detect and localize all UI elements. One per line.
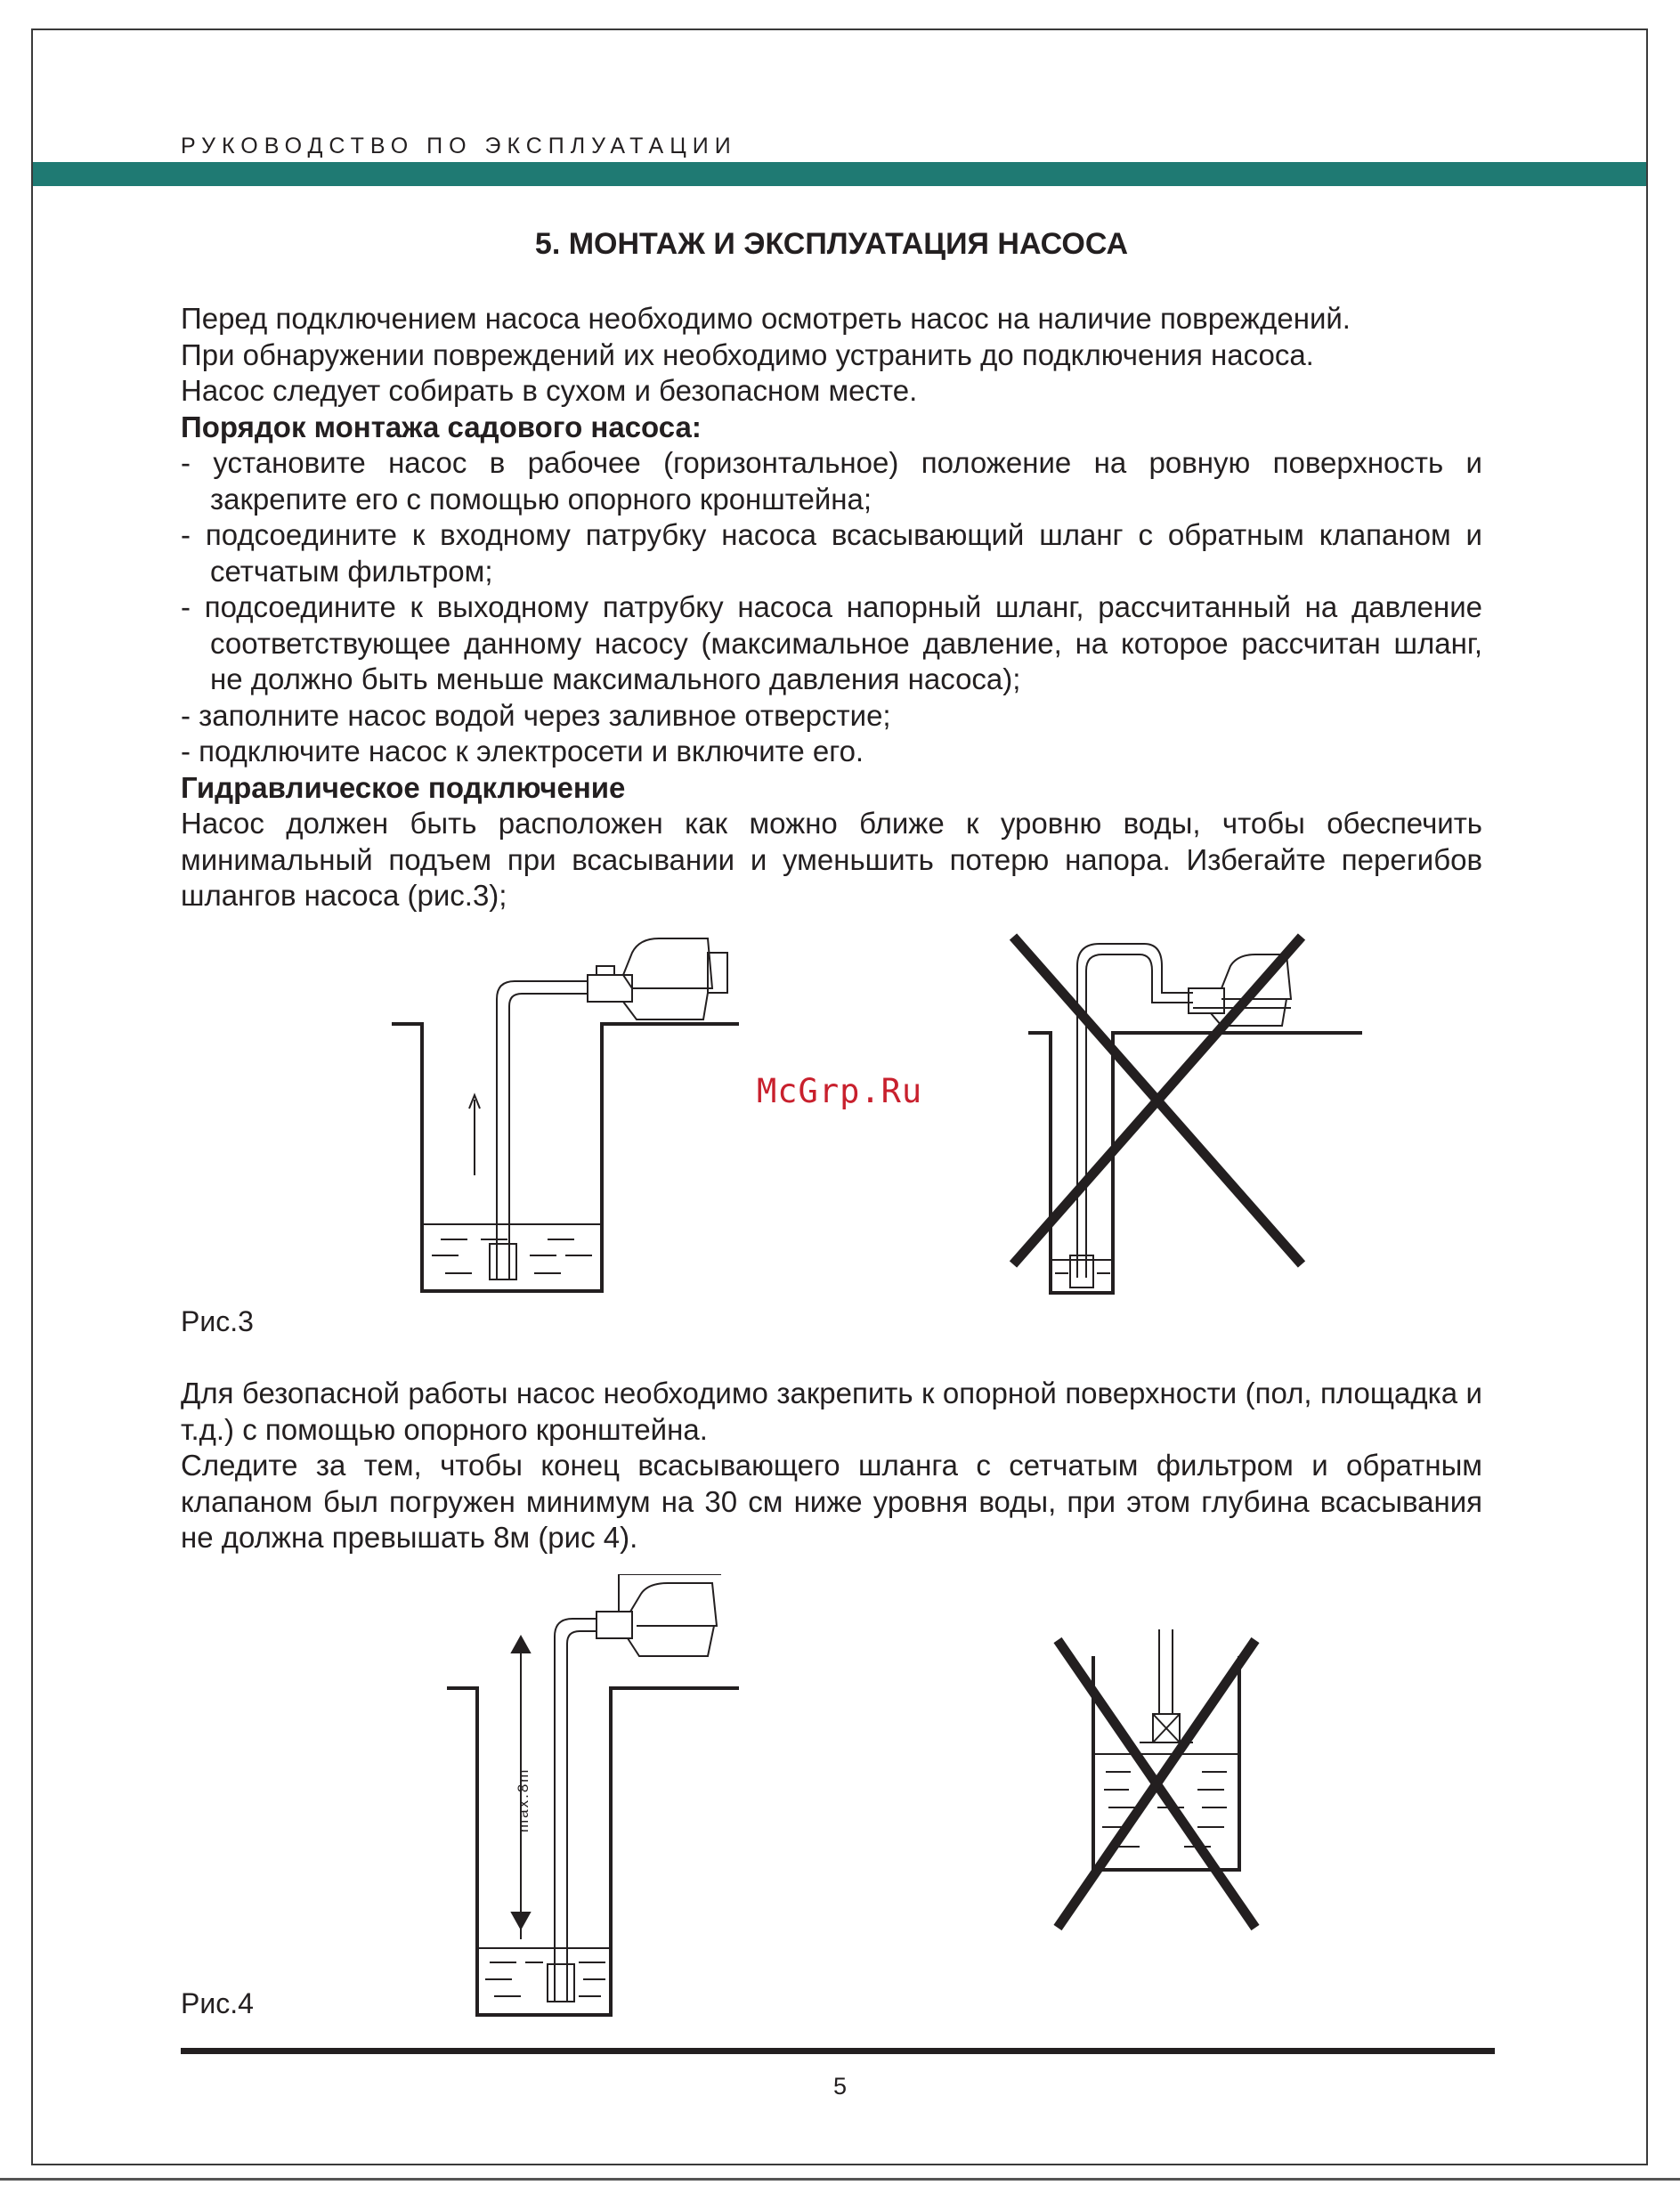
safety-text-1: Для безопасной работы насос необходимо закрепить к опорной поверхности (пол, площадка и т.д.) с помощью опорного кронштейна. — [181, 1377, 1482, 1446]
fig4-suction-depth — [436, 1574, 757, 2019]
assembly-step-5: - подключите насос к электросети и включите его. — [181, 735, 864, 768]
safety-text-2: Следите за тем, чтобы конец всасывающего шланга с сетчатым фильтром и обратным клапаном был погружен минимум на 30 см ниже уровня воды, при этом глубина всасывания не должна превышать 8м (рис 4). — [181, 1449, 1482, 1554]
intro-line-2: При обнаружении повреждений их необходимо устранить до подключения насоса. — [181, 337, 1314, 371]
assembly-heading: Порядок монтажа садового насоса: — [181, 410, 702, 443]
section-title: 5. МОНТАЖ И ЭКСПЛУАТАЦИЯ НАСОСА — [534, 227, 1129, 261]
header-band — [33, 162, 1646, 186]
running-header: РУКОВОДСТВО ПО ЭКСПЛУАТАЦИИ — [181, 134, 737, 158]
body-text-bottom — [181, 1376, 1482, 1556]
intro-line-3: Насос следует собирать в сухом и безопасном месте. — [181, 374, 918, 407]
fig4-incorrect-filter — [1051, 1629, 1264, 1941]
footer-rule — [181, 2048, 1495, 2054]
watermark: McGrp.Ru — [757, 1072, 923, 1110]
fig3-correct-installation — [356, 926, 748, 1300]
scan-edge-line — [0, 2178, 1680, 2181]
page-number: 5 — [832, 2073, 848, 2100]
assembly-step-2: - подсоедините к входному патрубку насоса всасывающий шланг с обратным клапаном и сетчатым фильтром; — [181, 518, 1482, 588]
body-text-top — [181, 301, 1482, 914]
assembly-step-4: - заполните насос водой через заливное отверстие; — [181, 698, 891, 732]
fig3-incorrect-installation — [988, 926, 1380, 1300]
hydraulic-text: Насос должен быть расположен как можно ближе к уровню воды, чтобы обеспечить минимальный подъем при всасывании и уменьшить потерю напора. Избегайте перегибов шлангов насоса (рис.3); — [181, 807, 1482, 912]
assembly-step-1: - установите насос в рабочее (горизонтальное) положение на ровную поверхность и закрепите его с помощью опорного кронштейна; — [181, 446, 1482, 516]
hydraulic-heading: Гидравлическое подключение — [181, 770, 626, 804]
fig3-caption: Рис.3 — [181, 1305, 254, 1337]
fig4-depth-label: max.8m — [515, 1767, 532, 1832]
intro-line-1: Перед подключением насоса необходимо осмотреть насос на наличие повреждений. — [181, 302, 1351, 335]
fig4-caption: Рис.4 — [181, 1987, 254, 2019]
assembly-step-3: - подсоедините к выходному патрубку насоса напорный шланг, рассчитанный на давление соответствующее данному насосу (максимальное давление, на которое рассчитан шланг, не должно быть меньше максимального давления насоса); — [181, 590, 1482, 695]
